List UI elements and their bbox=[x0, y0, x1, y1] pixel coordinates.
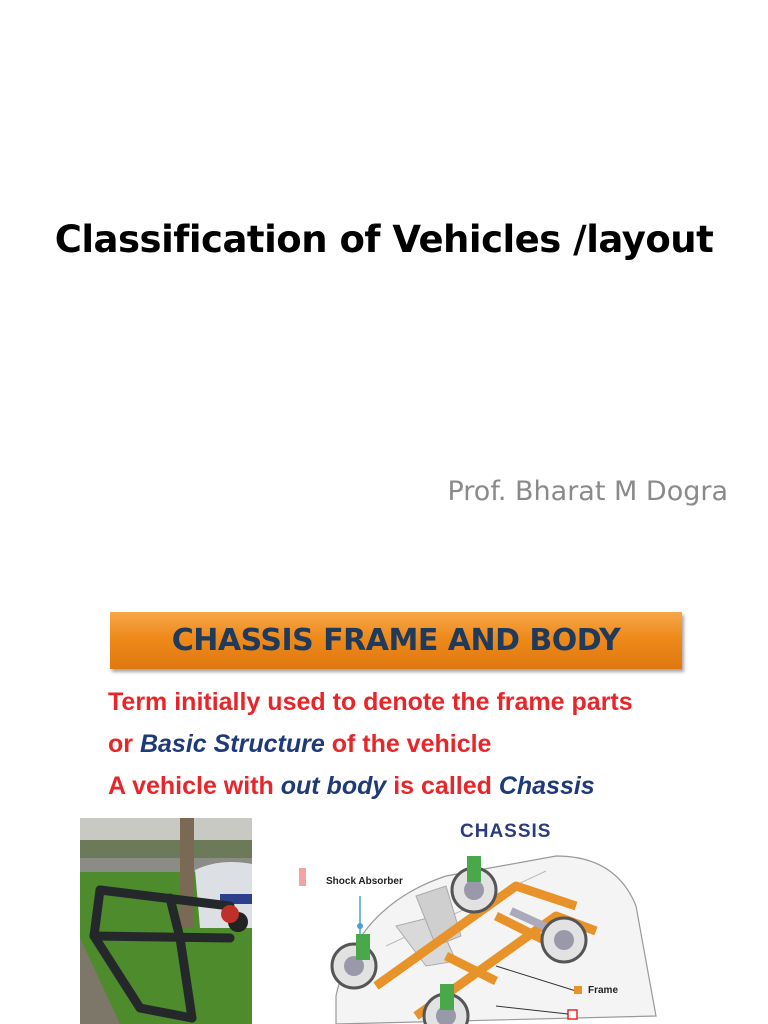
label-frame: Frame bbox=[588, 985, 619, 996]
text-emphasis: Chassis bbox=[498, 772, 595, 800]
text-line-3 bbox=[108, 772, 595, 801]
text-segment: of the vehicle bbox=[324, 730, 492, 758]
slide-title: Classification of Vehicles /layout bbox=[54, 218, 714, 261]
banner-text: CHASSIS FRAME AND BODY bbox=[171, 623, 621, 658]
text-line-1 bbox=[108, 688, 633, 717]
text-emphasis: out body bbox=[280, 772, 387, 800]
text-line-2 bbox=[108, 730, 491, 759]
text-segment: or bbox=[108, 730, 140, 758]
chassis-diagram bbox=[296, 816, 768, 1024]
text-segment: A vehicle with bbox=[108, 772, 281, 800]
text-segment: is called bbox=[386, 772, 499, 800]
slide-author: Prof. Bharat M Dogra bbox=[447, 476, 728, 507]
banner bbox=[110, 612, 682, 669]
label-shock-absorber: Shock Absorber bbox=[326, 876, 403, 887]
chassis-photo bbox=[80, 818, 252, 1024]
diagram-title: CHASSIS bbox=[460, 821, 552, 842]
text-emphasis: Basic Structure bbox=[139, 730, 325, 758]
text-segment: Term initially used to denote the frame parts bbox=[108, 688, 633, 716]
